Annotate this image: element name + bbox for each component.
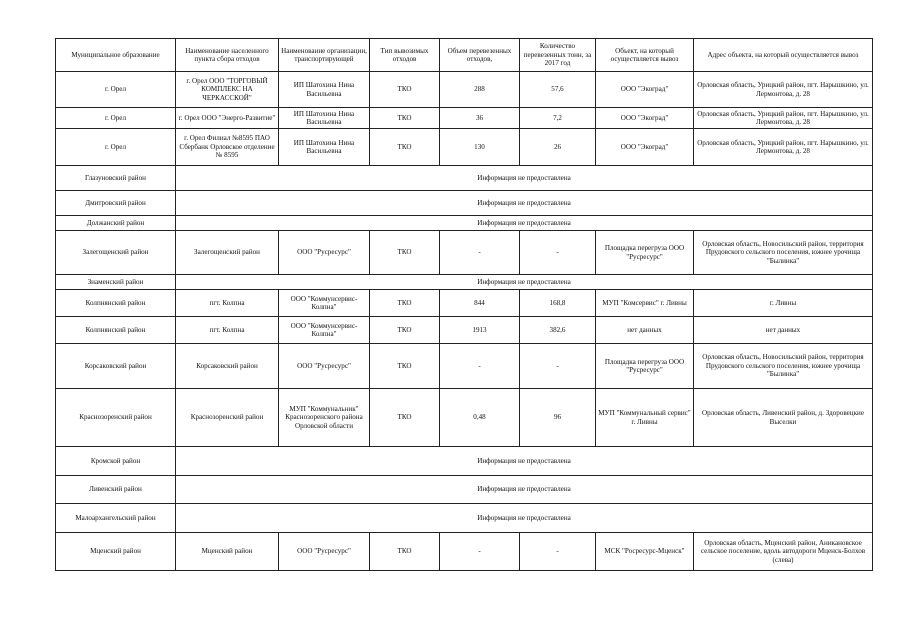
cell-address: Орловская область, Урицкий район, пгт. Нарышкино, ул. Лермонтова, д. 28 (694, 72, 873, 108)
cell-object: МУП "Комсервис" г. Ливны (596, 290, 694, 317)
no-info-cell: Информация не предоставлена (176, 191, 873, 216)
cell-address: нет данных (694, 317, 873, 344)
waste-table (55, 38, 873, 571)
cell-address: Орловская область, Урицкий район, пгт. Нарышкино, ул. Лермонтова, д. 28 (694, 129, 873, 166)
table-row (56, 231, 873, 275)
table-row (56, 344, 873, 389)
cell-municipality: Залегощенский район (56, 231, 176, 275)
no-info-cell: Информация не предоставлена (176, 447, 873, 476)
cell-address: Орловская область, Урицкий район, пгт. Нарышкино, ул. Лермонтова, д. 28 (694, 108, 873, 129)
table-row (56, 129, 873, 166)
cell-settlement: пгт. Колпна (176, 317, 279, 344)
cell-object: Площадка перегруза ООО "Русресурс" (596, 231, 694, 275)
table-row (56, 216, 873, 231)
cell-municipality: г. Орел (56, 72, 176, 108)
table-row (56, 476, 873, 504)
cell-volume: 844 (440, 290, 520, 317)
cell-volume: 288 (440, 72, 520, 108)
cell-volume: - (440, 231, 520, 275)
cell-municipality: Краснозоренский район (56, 389, 176, 447)
cell-tonnage: 96 (520, 389, 596, 447)
cell-volume: - (440, 344, 520, 389)
table-row (56, 108, 873, 129)
cell-waste-type: ТКО (370, 129, 440, 166)
header-row (56, 39, 873, 72)
cell-municipality: Колпнянский район (56, 290, 176, 317)
cell-transporter: ООО "Русресурс" (279, 231, 370, 275)
cell-transporter: ООО "Коммунсервис-Колпна" (279, 290, 370, 317)
cell-municipality: Колпнянский район (56, 317, 176, 344)
table-row (56, 72, 873, 108)
cell-transporter: ООО "Коммунсервис-Колпна" (279, 317, 370, 344)
cell-settlement: Залегощенский район (176, 231, 279, 275)
cell-waste-type: ТКО (370, 231, 440, 275)
header-tonnage: Количество перевезенных тонн, за 2017 год (520, 39, 596, 72)
cell-municipality: Мценский район (56, 533, 176, 571)
cell-tonnage: 382,6 (520, 317, 596, 344)
table-row (56, 191, 873, 216)
cell-transporter: ООО "Русресурс" (279, 344, 370, 389)
no-info-cell: Информация не предоставлена (176, 476, 873, 504)
table-row (56, 317, 873, 344)
cell-address: Орловская область, Мценский район, Аникановское сельское поселение, вдоль автодороги Мценск-Болхов (слева) (694, 533, 873, 571)
cell-settlement: г. Орел ООО "Энерго-Развитие" (176, 108, 279, 129)
table-row (56, 447, 873, 476)
table-row (56, 533, 873, 571)
no-info-cell: Информация не предоставлена (176, 166, 873, 191)
cell-object: Площадка перегруза ООО "Русресурс" (596, 344, 694, 389)
cell-municipality: г. Орел (56, 108, 176, 129)
cell-object: ООО "Экоград" (596, 72, 694, 108)
cell-tonnage: 7,2 (520, 108, 596, 129)
table-row (56, 389, 873, 447)
cell-object: МСК "Росресурс-Мценск" (596, 533, 694, 571)
cell-address: г. Ливны (694, 290, 873, 317)
cell-object: ООО "Экоград" (596, 108, 694, 129)
cell-municipality: Малоархангельский район (56, 504, 176, 533)
table-row (56, 290, 873, 317)
header-municipality: Муниципальное образование (56, 39, 176, 72)
cell-municipality: Ливенский район (56, 476, 176, 504)
cell-volume: 1913 (440, 317, 520, 344)
header-settlement: Наименование населенного пункта сбора отходов (176, 39, 279, 72)
table-row (56, 275, 873, 290)
cell-waste-type: ТКО (370, 317, 440, 344)
cell-transporter: ООО "Русресурс" (279, 533, 370, 571)
header-transporter: Наименование организации, транспортирующей (279, 39, 370, 72)
cell-waste-type: ТКО (370, 72, 440, 108)
no-info-cell: Информация не предоставлена (176, 504, 873, 533)
cell-municipality: Кромской район (56, 447, 176, 476)
cell-tonnage: 57,6 (520, 72, 596, 108)
cell-municipality: Должанский район (56, 216, 176, 231)
cell-tonnage: - (520, 231, 596, 275)
cell-volume: - (440, 533, 520, 571)
cell-volume: 36 (440, 108, 520, 129)
no-info-cell: Информация не предоставлена (176, 275, 873, 290)
cell-object: ООО "Экоград" (596, 129, 694, 166)
cell-waste-type: ТКО (370, 533, 440, 571)
cell-municipality: Корсаковский район (56, 344, 176, 389)
cell-settlement: Корсаковский район (176, 344, 279, 389)
cell-address: Орловская область, Новосильский район, территория Прудовского сельского поселения, южнее урочища "Былинка" (694, 231, 873, 275)
cell-address: Орловская область, Новосильский район, территория Прудовского сельского поселения, южнее урочища "Былинка" (694, 344, 873, 389)
cell-transporter: МУП "Коммунальник" Краснозоренского района Орловской области (279, 389, 370, 447)
cell-settlement: г. Орел Филиал №8595 ПАО Сбербанк Орловское отделение № 8595 (176, 129, 279, 166)
cell-tonnage: - (520, 533, 596, 571)
cell-volume: 130 (440, 129, 520, 166)
cell-municipality: Дмитровский район (56, 191, 176, 216)
cell-waste-type: ТКО (370, 108, 440, 129)
cell-transporter: ИП Шатохина Нина Васильевна (279, 72, 370, 108)
header-address: Адрес объекта, на который осуществляется вывоз (694, 39, 873, 72)
cell-settlement: пгт. Колпна (176, 290, 279, 317)
cell-waste-type: ТКО (370, 389, 440, 447)
cell-tonnage: 168,8 (520, 290, 596, 317)
cell-tonnage: - (520, 344, 596, 389)
cell-settlement: Мценский район (176, 533, 279, 571)
cell-settlement: Краснозоренский район (176, 389, 279, 447)
cell-settlement: г. Орел ООО "ТОРГОВЫЙ КОМПЛЕКС НА ЧЕРКАССКОЙ" (176, 72, 279, 108)
cell-transporter: ИП Шатохина Нина Васильевна (279, 108, 370, 129)
cell-municipality: Глазуновский район (56, 166, 176, 191)
table-row (56, 504, 873, 533)
table-row (56, 166, 873, 191)
header-volume: Объем перевезенных отходов, (440, 39, 520, 72)
cell-waste-type: ТКО (370, 290, 440, 317)
cell-tonnage: 26 (520, 129, 596, 166)
cell-object: нет данных (596, 317, 694, 344)
cell-waste-type: ТКО (370, 344, 440, 389)
cell-municipality: Знаменский район (56, 275, 176, 290)
cell-municipality: г. Орел (56, 129, 176, 166)
cell-address: Орловская область, Ливенский район, д. Здоровецкие Выселки (694, 389, 873, 447)
header-object: Объект, на который осуществляется вывоз (596, 39, 694, 72)
cell-object: МУП "Коммунальный сервис" г. Ливны (596, 389, 694, 447)
header-waste-type: Тип вывозимых отходов (370, 39, 440, 72)
no-info-cell: Информация не предоставлена (176, 216, 873, 231)
cell-transporter: ИП Шатохина Нина Васильевна (279, 129, 370, 166)
cell-volume: 0,48 (440, 389, 520, 447)
